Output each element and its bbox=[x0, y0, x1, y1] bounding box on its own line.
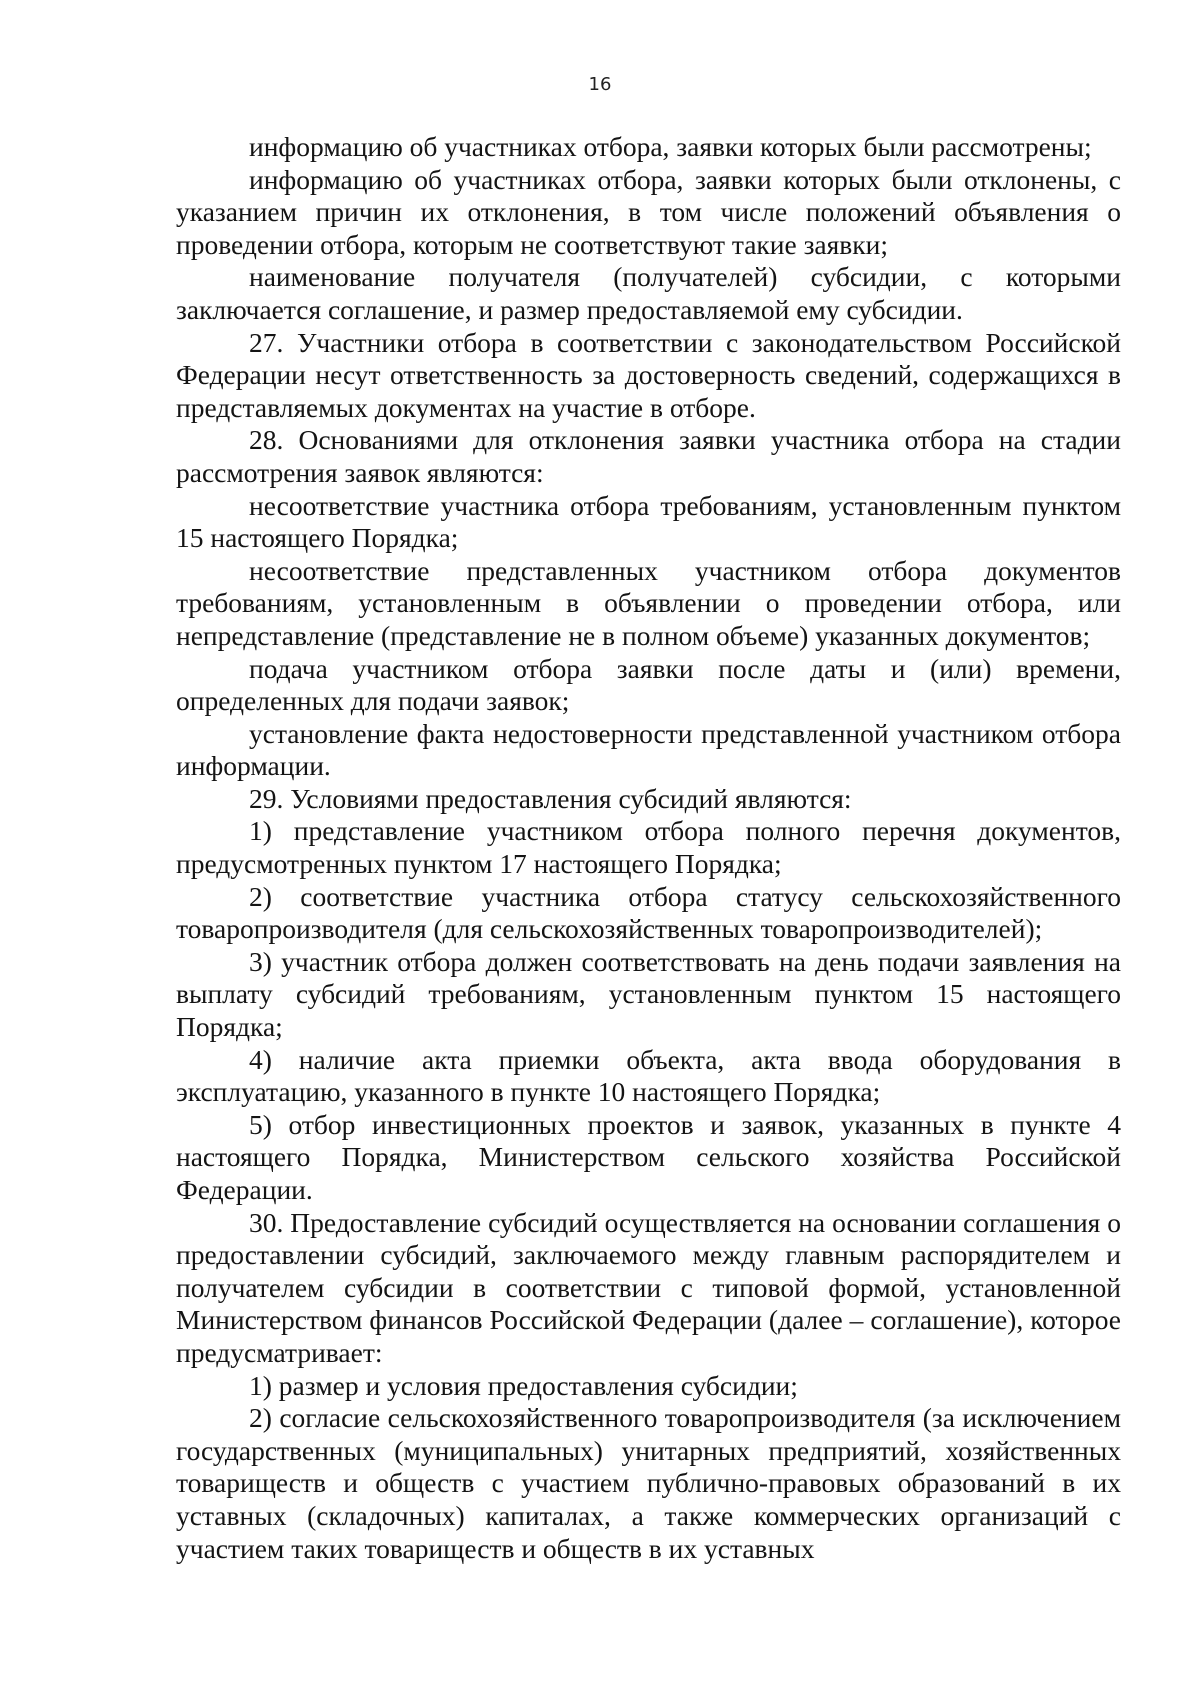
page-number: 16 bbox=[588, 74, 612, 95]
paragraph-30: 30. Предоставление субсидий осуществляется на основании соглашения о предоставлении субсидий, заключаемого между главным распорядителем и получателем субсидии в соответствии с типовой формой, установленной Министерством финансов Российской Федерации (далее – соглашение), которое предусматривает: bbox=[176, 1206, 1121, 1368]
paragraph-28-nonconformity-participant: несоответствие участника отбора требованиям, установленным пунктом 15 настоящего Порядка; bbox=[176, 489, 1121, 554]
paragraph-29-item-5: 5) отбор инвестиционных проектов и заявок, указанных в пункте 4 настоящего Порядка, Министерством сельского хозяйства Российской Федерации. bbox=[176, 1108, 1121, 1205]
paragraph-info-considered: информацию об участниках отбора, заявки которых были рассмотрены; bbox=[249, 131, 1092, 162]
paragraph-28-nonconformity-documents: несоответствие представленных участником отбора документов требованиям, установленным в объявлении о проведении отбора, или непредставление (представление не в полном объеме) указанных документов; bbox=[176, 554, 1121, 651]
paragraph-28-late-submission: подача участником отбора заявки после даты и (или) времени, определенных для подачи заявок; bbox=[176, 652, 1121, 717]
paragraph-29-item-1: 1) представление участником отбора полного перечня документов, предусмотренных пунктом 17 настоящего Порядка; bbox=[176, 815, 1121, 880]
document-body bbox=[176, 131, 1121, 1565]
paragraph-30-item-1: 1) размер и условия предоставления субсидии; bbox=[249, 1369, 798, 1401]
paragraph-29-item-3: 3) участник отбора должен соответствовать на день подачи заявления на выплату субсидий требованиям, установленным пунктом 15 настоящего Порядка; bbox=[176, 945, 1121, 1043]
paragraph-27: 27. Участники отбора в соответствии с законодательством Российской Федерации несут ответственность за достоверность сведений, содержащихся в представляемых документах на участие в отборе. bbox=[176, 326, 1121, 423]
paragraph-30-item-2: 2) согласие сельскохозяйственного товаропроизводителя (за исключением государственных (муниципальных) унитарных предприятий, хозяйственных товариществ и обществ с участием публично-правовых образований в их уставных (складочных) капиталах, а также коммерческих организаций с участием таких товариществ и обществ в их уставных bbox=[176, 1402, 1121, 1564]
paragraph-recipient-name: наименование получателя (получателей) субсидии, с которыми заключается соглашение, и размер предоставляемой ему субсидии. bbox=[176, 261, 1121, 325]
paragraph-28: 28. Основаниями для отклонения заявки участника отбора на стадии рассмотрения заявок являются: bbox=[176, 424, 1121, 488]
paragraph-29-item-4: 4) наличие акта приемки объекта, акта ввода оборудования в эксплуатацию, указанного в пункте 10 настоящего Порядка; bbox=[176, 1043, 1121, 1108]
paragraph-29-item-2: 2) соответствие участника отбора статусу сельскохозяйственного товаропроизводителя (для сельскохозяйственных товаропроизводителей); bbox=[176, 880, 1121, 945]
paragraph-29: 29. Условиями предоставления субсидий являются: bbox=[249, 782, 852, 814]
paragraph-28-false-information: установление факта недостоверности представленной участником отбора информации. bbox=[176, 717, 1121, 782]
paragraph-info-rejected: информацию об участниках отбора, заявки которых были отклонены, с указанием причин их отклонения, в том числе положений объявления о проведении отбора, которым не соответствуют такие заявки; bbox=[176, 163, 1121, 260]
